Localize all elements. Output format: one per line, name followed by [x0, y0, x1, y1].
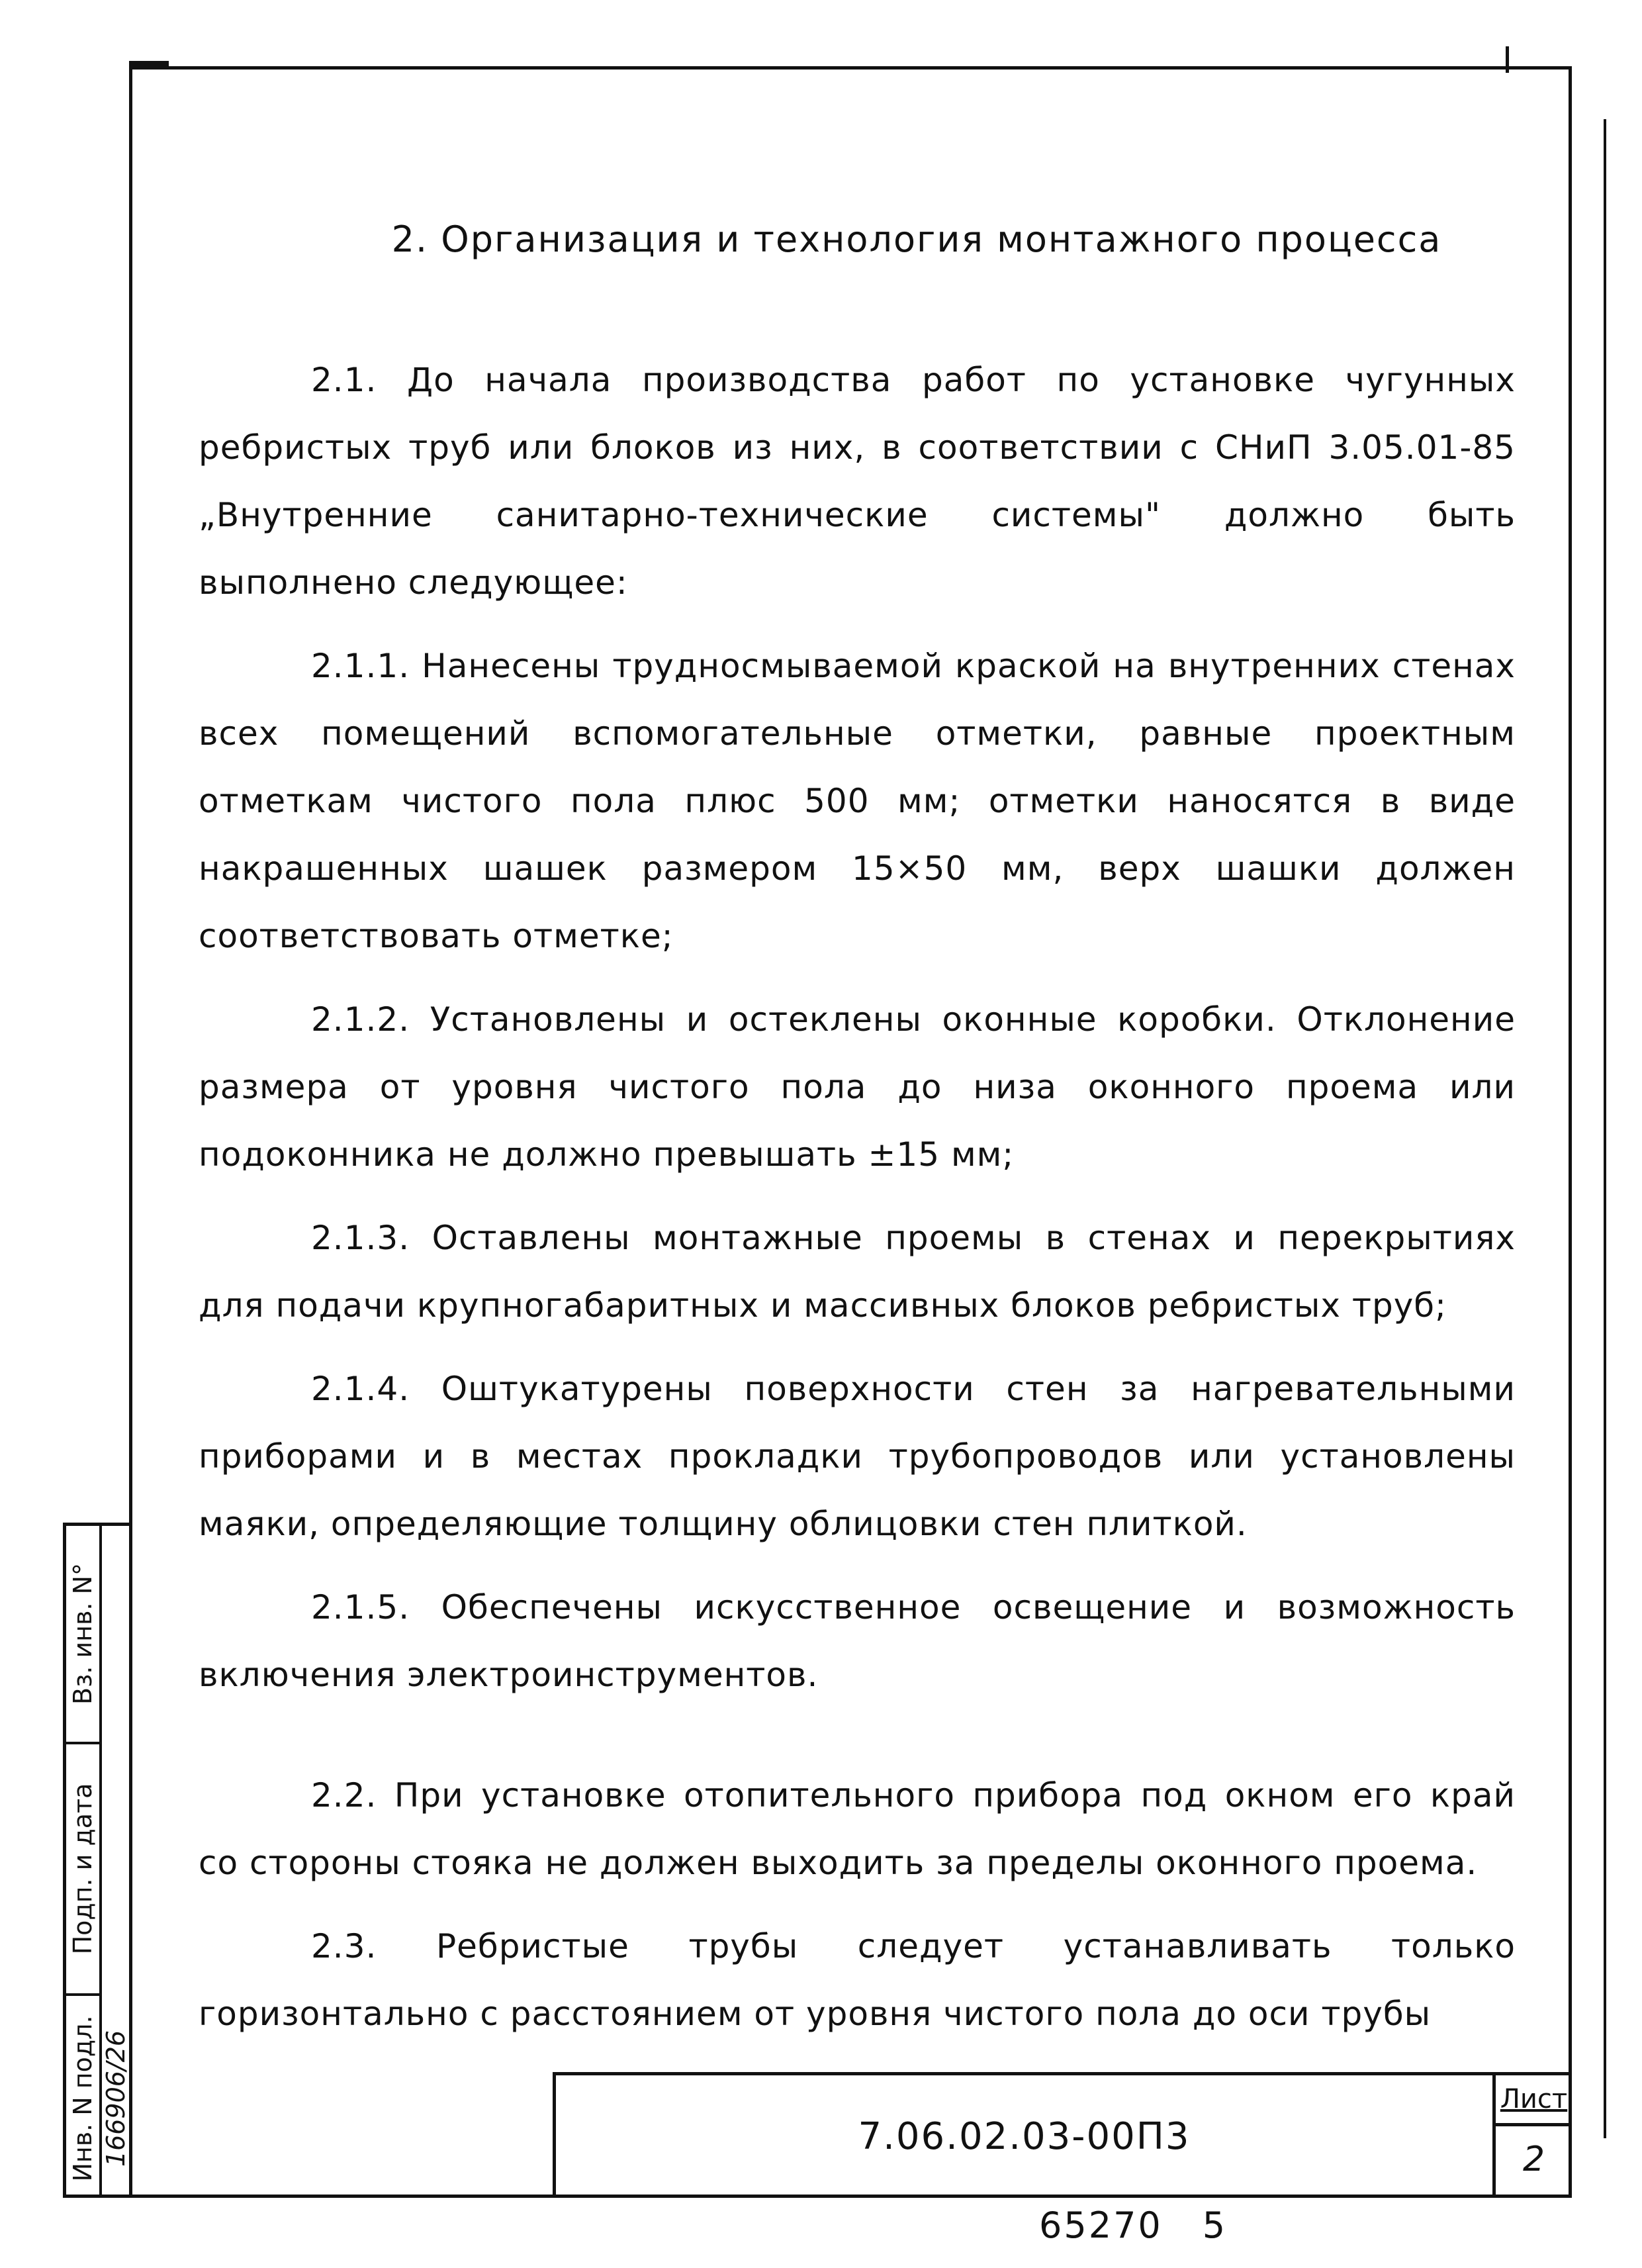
sheet-cell [1492, 2075, 1572, 2198]
paragraph-2-1-3: 2.1.3. Оставлены монтажные проемы в стенах и перекрытиях для подачи крупногабаритных и массивных блоков ребристых труб; [199, 1219, 1516, 1325]
stamp-cell-orig [66, 1996, 99, 2201]
stamp-cell-replace [66, 1526, 99, 1744]
paragraph-2-2: 2.2. При установке отопительного прибора под окном его край со стороны стояка не должен выходить за пределы оконного проема. [199, 1776, 1516, 1882]
stamp-labels-column [66, 1526, 102, 2195]
stamp-inv-replace-label: Вз. инв. N° [68, 1563, 97, 1705]
stamp-values-column [99, 1526, 132, 2195]
stamp-cell-orig-value [99, 1996, 132, 2201]
sheet-number: 2 [1522, 2140, 1545, 2179]
stamp-inv-orig-value: 166906/26 [101, 2030, 130, 2167]
document-body [199, 218, 1516, 2063]
paragraph-2-1-1: 2.1.1. Нанесены трудносмываемой краской на внутренних стенах всех помещений вспомогательные отметки, равные проектным отметкам чистого пола плюс 500 мм; отметки наносятся в виде накрашенных шашек размером 15×50 мм, верх шашки должен соответствовать отметке; [199, 647, 1516, 955]
footer [1039, 2204, 1227, 2246]
side-stamp [63, 1523, 129, 2198]
footer-number: 65270 [1039, 2204, 1163, 2246]
paragraph-2-1-2: 2.1.2. Установлены и остеклены оконные коробки. Отклонение размера от уровня чистого пола до низа оконного проема или подоконника не должно превышать ±15 мм; [199, 1000, 1516, 1174]
sheet-label: Лист [1496, 2075, 1572, 2126]
footer-page: 5 [1202, 2204, 1228, 2246]
paragraph-2-3: 2.3. Ребристые трубы следует устанавливать только горизонтально с расстоянием от уровня чистого пола до оси трубы [199, 1927, 1516, 2033]
title-block [553, 2072, 1572, 2198]
paragraph-2-1-4: 2.1.4. Оштукатурены поверхности стен за нагревательными приборами и в местах прокладки трубопроводов или установлены маяки, определяющие толщину облицовки стен плиткой. [199, 1370, 1516, 1543]
document-code: 7.06.02.03-00П3 [858, 2115, 1191, 2158]
stamp-inv-orig-label: Инв. N подл. [68, 2015, 97, 2182]
stamp-cell-sign [66, 1744, 99, 1996]
paragraph-2-1: 2.1. До начала производства работ по установке чугунных ребристых труб или блоков из них, в соответствии с СНиП 3.05.01-85 „Внутренние санитарно-технические системы" должно быть выполнено следующее: [199, 361, 1516, 602]
section-title: 2. Организация и технология монтажного процесса [391, 218, 1442, 260]
paragraph-2-1-5: 2.1.5. Обеспечены искусственное освещение и возможность включения электроинструментов. [199, 1588, 1516, 1694]
stamp-sign-date-label: Подп. и дата [68, 1783, 97, 1955]
right-margin-line [1604, 119, 1606, 2138]
